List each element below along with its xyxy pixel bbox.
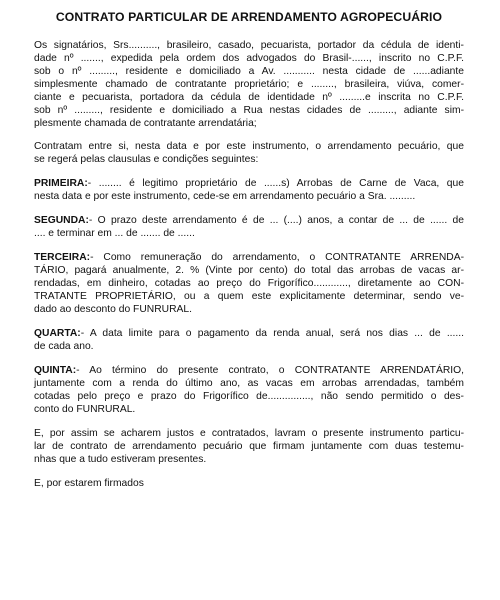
text-line: TÁRIO, pagará anualmente, 2. % (Vinte por cento) do total das arrobas de vacas ar-: [34, 265, 464, 276]
clause-text: - Como remuneração do arrendamento, o CONTRATANTE ARRENDA-: [90, 252, 464, 263]
text-line: Os signatários, Srs.........., brasileiro, casado, pecuarista, portador da cédula de identi-: [34, 40, 464, 51]
clause-label: TERCEIRA:: [34, 252, 91, 263]
clause-label: SEGUNDA:: [34, 215, 89, 226]
text-line: se regerá pelas clausulas e condições seguintes:: [34, 154, 259, 165]
text-line: sob nº ........., residente e domiciliado a Rua nestas cidades de ........., adiante sim-: [34, 105, 464, 116]
text-line: lar de contrato de arrendamento pecuário que firmam juntamente com duas testemu-: [34, 441, 464, 452]
text-line: TRATANTE PROPRIETÁRIO, ou a quem este explicitamente determinar, sendo ve-: [34, 291, 464, 302]
text-line: dado ao desconto do FUNRURAL.: [34, 304, 192, 315]
text-line: plesmente chamada de contratante arrendatária;: [34, 118, 257, 129]
text-line: sob o nº ........., residente e domiciliado a Av. ........... nesta cidade de ......adiante: [34, 66, 464, 77]
text-line: E, por estarem firmados: [34, 478, 144, 489]
text-line: nesta data e por este instrumento, cede-se em arrendamento pecuário a Sra. .........: [34, 191, 416, 202]
text-line: Contratam entre si, nesta data e por este instrumento, o arrendamento pecuário, que: [34, 141, 464, 152]
document-title: CONTRATO PARTICULAR DE ARRENDAMENTO AGROPECUÁRIO: [55, 10, 443, 24]
clause-text: - ........ é legitimo proprietário de ......s) Arrobas de Carne de Vaca, que: [87, 178, 464, 189]
text-line: juntamente com a renda do último ano, as vacas em arrobas arrendadas, também: [34, 378, 464, 389]
text-line: simplesmente chamado de contratante proprietário; e ........, brasileira, viúva, comer-: [34, 79, 464, 90]
clause-label: QUARTA:: [34, 328, 81, 339]
text-line: E, por assim se acharem justos e contratados, lavram o presente instrumento particu-: [34, 428, 464, 439]
text-line: [34, 364, 464, 377]
text-line: .... e terminar em ... de ....... de ......: [34, 228, 195, 239]
clause-label: PRIMEIRA:: [34, 178, 88, 189]
clause-text: - A data limite para o pagamento da renda anual, será nos dias ... de ......: [80, 328, 464, 339]
text-line: [34, 177, 464, 190]
text-line: rendadas, em dinheiro, cotadas ao preço do Frigorífico............, diretamente ao CON-: [34, 278, 464, 289]
text-line: cotadas pelo preço e prazo do Frigorífico de..............., não sendo permitido o des-: [34, 391, 464, 402]
text-line: nhas que a tudo estiveram presentes.: [34, 454, 207, 465]
text-line: conto do FUNRURAL.: [34, 404, 136, 415]
text-line: [34, 214, 464, 227]
text-line: dade nº ......., expedida pela ordem dos advogados do Brasil-......, inscrito no C.P.F.: [34, 53, 464, 64]
text-line: ciante e pecuarista, portadora da cédula de identidade nº .........e inscrita no C.P.F.: [34, 92, 464, 103]
text-line: [34, 251, 464, 264]
clause-text: - O prazo deste arrendamento é de ... (....) anos, a contar de ... de ...... de: [88, 215, 464, 226]
clause-text: - Ao término do presente contrato, o CONTRATANTE ARRENDATÁRIO,: [76, 365, 464, 376]
clause-label: QUINTA:: [34, 365, 77, 376]
text-line: [34, 327, 464, 340]
text-line: de cada ano.: [34, 341, 94, 352]
